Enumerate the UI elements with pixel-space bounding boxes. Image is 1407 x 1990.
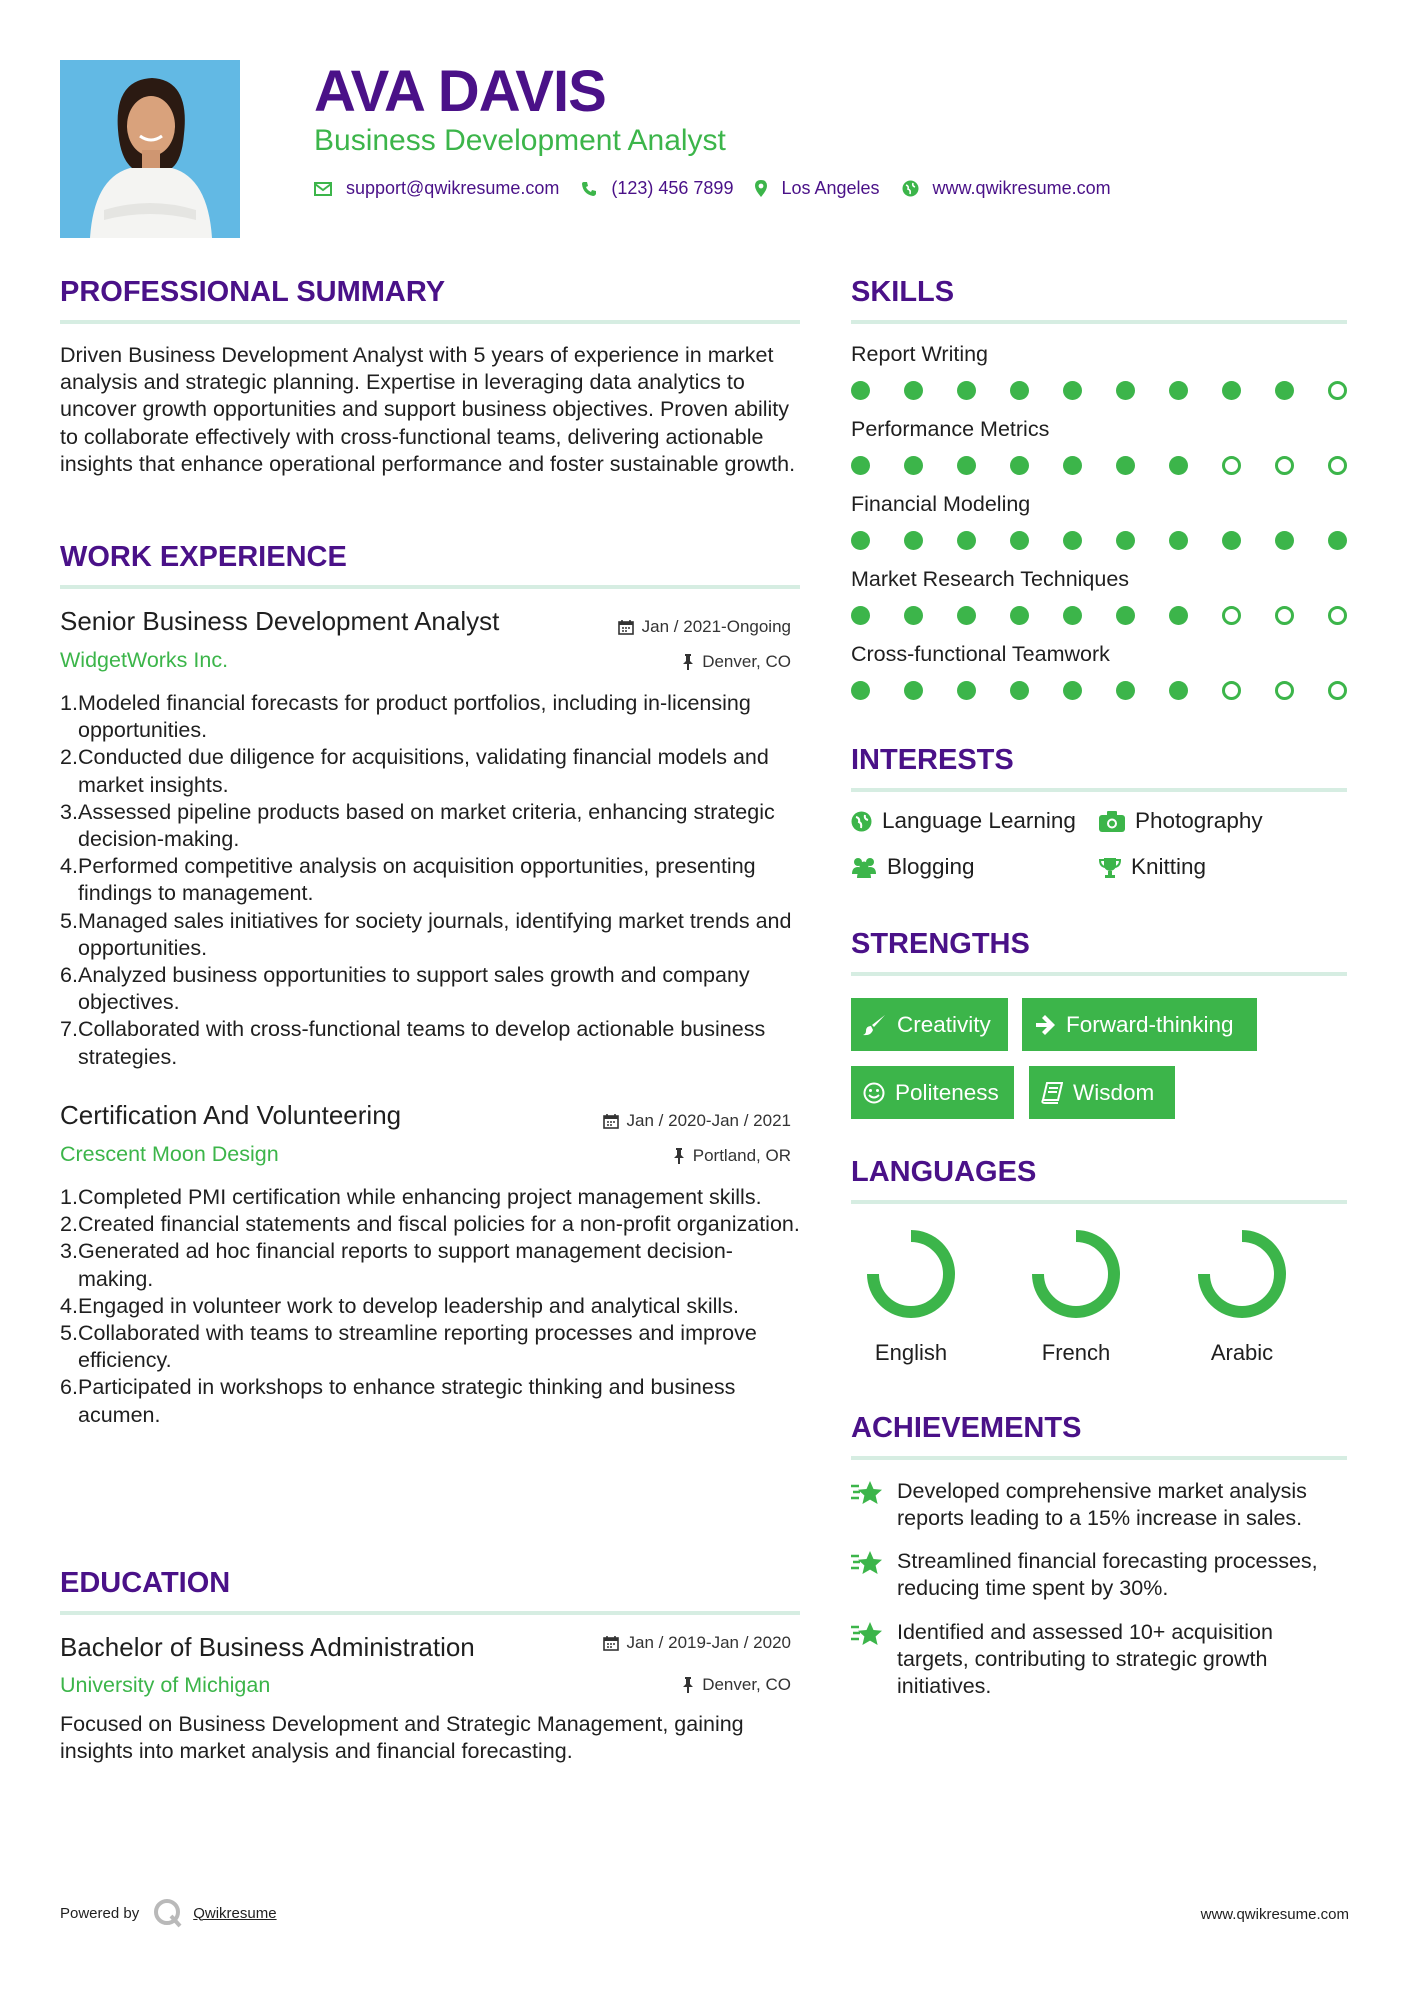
- strength-label: Wisdom: [1073, 1079, 1155, 1105]
- language-name: French: [1041, 1340, 1111, 1365]
- list-item: 3. Assessed pipeline products based on market criteria, enhancing strategic decision-making.: [60, 799, 800, 853]
- interest-label: Language Learning: [882, 808, 1076, 833]
- avatar-illustration: [60, 60, 240, 238]
- skill-dot-filled: [1063, 606, 1082, 625]
- interest-label: Knitting: [1131, 854, 1207, 879]
- skill-dot-filled: [851, 681, 870, 700]
- bullet-text: Analyzed business opportunities to support sales growth and company objectives.: [78, 963, 750, 1015]
- pin-icon: [682, 1677, 694, 1693]
- bullet-text: Generated ad hoc financial reports to support management decision-making.: [78, 1239, 733, 1291]
- bullet-text: Managed sales initiatives for society journals, identifying market trends and opportunities.: [78, 908, 792, 960]
- skill-dot-filled: [1275, 531, 1294, 550]
- experience-divider: [60, 585, 800, 589]
- language-progress-ring: [861, 1224, 961, 1324]
- skill-dot-empty: [1222, 681, 1241, 700]
- skill-dot-filled: [1328, 531, 1347, 550]
- job-bullets: [60, 1184, 800, 1429]
- website-text: www.qwikresume.com: [932, 178, 1111, 198]
- skill-dot-filled: [1010, 456, 1029, 475]
- language-progress-ring: [1192, 1224, 1292, 1324]
- achievement-item: [851, 1478, 1347, 1532]
- contact-email[interactable]: [314, 178, 559, 199]
- skill-dot-filled: [851, 456, 870, 475]
- strength-badge: [1029, 1066, 1175, 1119]
- languages-heading: LANGUAGES: [851, 1156, 1037, 1188]
- skill-dot-filled: [957, 531, 976, 550]
- skill-dot-filled: [904, 531, 923, 550]
- brand-link[interactable]: Qwikresume: [193, 1904, 277, 1922]
- strengths-divider: [851, 972, 1347, 976]
- contact-bar: [314, 178, 1133, 199]
- bullet-text: Assessed pipeline products based on market criteria, enhancing strategic decision-making.: [78, 799, 775, 852]
- skill-dot-filled: [1169, 531, 1188, 550]
- skill-dot-empty: [1328, 456, 1347, 475]
- achievement-text: Developed comprehensive market analysis reports leading to a 15% increase in sales.: [897, 1479, 1307, 1531]
- education-divider: [60, 1611, 800, 1615]
- skill-dot-filled: [1116, 381, 1135, 400]
- languages-divider: [851, 1200, 1347, 1204]
- trophy-icon: [1099, 857, 1121, 878]
- skill-dot-filled: [1063, 681, 1082, 700]
- strengths-heading: STRENGTHS: [851, 928, 1030, 960]
- strength-label: Politeness: [895, 1079, 999, 1105]
- star-icon: [851, 1480, 883, 1506]
- bullet-text: Collaborated with cross-functional teams to develop actionable business strategies.: [78, 1017, 766, 1069]
- skill-dot-empty: [1222, 456, 1241, 475]
- interest-item: [1099, 854, 1206, 880]
- footer-powered-by: [60, 1898, 277, 1928]
- skill-dot-filled: [1010, 381, 1029, 400]
- skill-dot-filled: [851, 606, 870, 625]
- education-dates: [603, 1633, 791, 1653]
- skill-dot-filled: [1063, 456, 1082, 475]
- achievement-text: Streamlined financial forecasting processes, reducing time spent by 30%.: [897, 1549, 1318, 1601]
- skill-dot-filled: [1116, 606, 1135, 625]
- profile-photo: [60, 60, 240, 238]
- education-description: Focused on Business Development and Strategic Management, gaining insights into market analysis and financial forecasting.: [60, 1712, 744, 1764]
- skill-dot-filled: [851, 381, 870, 400]
- skill-dot-empty: [1275, 681, 1294, 700]
- job-bullets: [60, 690, 800, 1071]
- location-text: Los Angeles: [781, 178, 880, 198]
- skill-dot-filled: [1116, 531, 1135, 550]
- summary-divider: [60, 320, 800, 324]
- bullet-text: Collaborated with teams to streamline reporting processes and improve efficiency.: [78, 1321, 757, 1373]
- skill-dot-filled: [957, 456, 976, 475]
- interest-label: Blogging: [887, 854, 975, 879]
- bullet-text: Conducted due diligence for acquisitions, validating financial models and market insights.: [78, 745, 769, 797]
- pin-icon: [673, 1148, 685, 1164]
- skill-name: Cross-functional Teamwork: [851, 642, 1110, 666]
- skill-dot-filled: [957, 606, 976, 625]
- envelope-icon: [314, 182, 332, 196]
- skill-dot-empty: [1328, 681, 1347, 700]
- achievement-text: Identified and assessed 10+ acquisition targets, contributing to strategic growth initiatives.: [897, 1620, 1273, 1699]
- list-item: 1. Completed PMI certification while enhancing project management skills.: [60, 1184, 800, 1211]
- calendar-icon: [618, 619, 634, 635]
- job-location-text: Denver, CO: [702, 652, 791, 671]
- job-dates-text: Jan / 2021-Ongoing: [641, 617, 791, 636]
- list-item: 7. Collaborated with cross-functional teams to develop actionable business strategies.: [60, 1016, 800, 1070]
- users-icon: [851, 857, 877, 878]
- company-name: Crescent Moon Design: [60, 1142, 279, 1166]
- bullet-text: Modeled financial forecasts for product portfolios, including in-licensing opportunities.: [78, 691, 751, 743]
- skill-name: Market Research Techniques: [851, 567, 1130, 591]
- company-name: WidgetWorks Inc.: [60, 648, 229, 672]
- skill-dot-filled: [904, 681, 923, 700]
- language-item: [1016, 1224, 1136, 1366]
- job-dates: [603, 1111, 791, 1131]
- skill-dot-filled: [957, 381, 976, 400]
- list-item: 5. Managed sales initiatives for society journals, identifying market trends and opportunities.: [60, 908, 800, 962]
- job-title: Senior Business Development Analyst: [60, 606, 500, 636]
- achievement-item: [851, 1619, 1347, 1701]
- strength-label: Creativity: [897, 1011, 991, 1037]
- bullet-text: Performed competitive analysis on acquisition opportunities, presenting findings to management.: [78, 854, 756, 906]
- experience-heading: WORK EXPERIENCE: [60, 541, 347, 573]
- interests-heading: INTERESTS: [851, 744, 1014, 776]
- skill-rating: [851, 456, 1347, 476]
- skill-dot-filled: [1010, 606, 1029, 625]
- strength-badge: [851, 998, 1008, 1051]
- calendar-icon: [603, 1635, 619, 1651]
- education-location-text: Denver, CO: [702, 1675, 791, 1694]
- strength-label: Forward-thinking: [1066, 1011, 1234, 1037]
- phone-text: (123) 456 7899: [611, 178, 734, 198]
- achievement-item: [851, 1548, 1347, 1602]
- skill-dot-filled: [1010, 681, 1029, 700]
- achievements-divider: [851, 1456, 1347, 1460]
- list-item: 4. Engaged in volunteer work to develop leadership and analytical skills.: [60, 1293, 800, 1320]
- language-name: Arabic: [1210, 1340, 1274, 1365]
- email-text: support@qwikresume.com: [346, 178, 560, 198]
- summary-text: Driven Business Development Analyst with 5 years of experience in market analysis and strategic planning. Expertise in leveraging data analytics to uncover growth opportunities and support business objectives. Proven ability to collaborate effectively with cross-functional teams, delivering actionable insights that enhance operational performance and foster sustainable growth.: [60, 343, 796, 476]
- skill-name: Report Writing: [851, 342, 989, 366]
- bullet-text: Participated in workshops to enhance strategic thinking and business acumen.: [78, 1375, 736, 1427]
- skill-dot-filled: [957, 681, 976, 700]
- skill-dot-filled: [1010, 531, 1029, 550]
- star-icon: [851, 1621, 883, 1647]
- skills-heading: SKILLS: [851, 276, 955, 308]
- summary-heading: PROFESSIONAL SUMMARY: [60, 276, 446, 308]
- skill-dot-empty: [1328, 381, 1347, 400]
- achievements-heading: ACHIEVEMENTS: [851, 1412, 1082, 1444]
- phone-icon: [581, 181, 597, 197]
- powered-by-label: Powered by: [60, 1904, 140, 1922]
- skill-dot-filled: [904, 456, 923, 475]
- education-heading: EDUCATION: [60, 1567, 231, 1599]
- language-ring-arc: [1038, 1236, 1114, 1312]
- bullet-text: Completed PMI certification while enhancing project management skills.: [78, 1185, 762, 1209]
- arrow-right-icon: [1034, 1015, 1056, 1035]
- skill-dot-empty: [1328, 606, 1347, 625]
- interest-label: Photography: [1135, 808, 1263, 833]
- list-item: 5. Collaborated with teams to streamline reporting processes and improve efficiency.: [60, 1320, 800, 1374]
- degree-title: Bachelor of Business Administration: [60, 1632, 475, 1662]
- skill-dot-filled: [1063, 381, 1082, 400]
- skill-rating: [851, 381, 1347, 401]
- smile-icon: [863, 1082, 885, 1104]
- job-dates-text: Jan / 2020-Jan / 2021: [626, 1111, 791, 1130]
- footer-website[interactable]: www.qwikresume.com: [1200, 1906, 1349, 1923]
- education-dates-text: Jan / 2019-Jan / 2020: [626, 1633, 791, 1652]
- skill-dot-filled: [1169, 606, 1188, 625]
- globe-icon: [902, 180, 919, 197]
- skill-rating: [851, 531, 1347, 551]
- skills-divider: [851, 320, 1347, 324]
- education-location: [682, 1675, 791, 1695]
- skill-name: Financial Modeling: [851, 492, 1031, 516]
- list-item: 6. Participated in workshops to enhance strategic thinking and business acumen.: [60, 1374, 800, 1428]
- skill-dot-filled: [1275, 381, 1294, 400]
- map-marker-icon: [755, 180, 767, 197]
- job-location-text: Portland, OR: [692, 1146, 791, 1165]
- contact-website[interactable]: [902, 178, 1111, 199]
- bullet-text: Engaged in volunteer work to develop leadership and analytical skills.: [78, 1293, 739, 1318]
- skill-name: Performance Metrics: [851, 417, 1050, 441]
- skill-rating: [851, 681, 1347, 701]
- skill-dot-filled: [1116, 456, 1135, 475]
- list-item: 2. Conducted due diligence for acquisitions, validating financial models and market insights.: [60, 744, 800, 798]
- skill-dot-filled: [904, 606, 923, 625]
- skill-dot-filled: [904, 381, 923, 400]
- calendar-icon: [603, 1113, 619, 1129]
- skill-dot-filled: [1169, 381, 1188, 400]
- candidate-title: Business Development Analyst: [314, 124, 726, 157]
- skill-dot-filled: [1169, 456, 1188, 475]
- skill-dot-filled: [851, 531, 870, 550]
- list-item: 1. Modeled financial forecasts for product portfolios, including in-licensing opportunities.: [60, 690, 800, 744]
- book-icon: [1041, 1082, 1063, 1104]
- strength-badge: [1022, 998, 1257, 1051]
- strength-badge: [851, 1066, 1014, 1119]
- contact-phone[interactable]: [581, 178, 733, 199]
- skill-dot-empty: [1275, 606, 1294, 625]
- list-item: 2. Created financial statements and fiscal policies for a non-profit organization.: [60, 1211, 800, 1238]
- list-item: 3. Generated ad hoc financial reports to support management decision-making.: [60, 1238, 800, 1292]
- language-ring-arc: [1204, 1236, 1280, 1312]
- list-item: 6. Analyzed business opportunities to support sales growth and company objectives.: [60, 962, 800, 1016]
- interest-item: [851, 808, 1076, 834]
- skill-dot-empty: [1275, 456, 1294, 475]
- language-progress-ring: [1026, 1224, 1126, 1324]
- job-title: Certification And Volunteering: [60, 1100, 402, 1130]
- candidate-name: AVA DAVIS: [314, 59, 606, 124]
- camera-icon: [1099, 811, 1125, 832]
- skill-dot-filled: [1222, 381, 1241, 400]
- skill-dot-empty: [1222, 606, 1241, 625]
- interest-item: [851, 854, 975, 880]
- job-location: [673, 1146, 791, 1166]
- paint-brush-icon: [863, 1014, 887, 1036]
- qwikresume-logo-icon: [153, 1898, 183, 1928]
- skill-dot-filled: [1169, 681, 1188, 700]
- globe-icon: [851, 811, 872, 832]
- language-item: [1182, 1224, 1302, 1366]
- list-item: 4. Performed competitive analysis on acquisition opportunities, presenting findings to management.: [60, 853, 800, 907]
- skill-dot-filled: [1116, 681, 1135, 700]
- job-location: [682, 652, 791, 672]
- interest-item: [1099, 808, 1263, 834]
- interests-divider: [851, 788, 1347, 792]
- skill-dot-filled: [1222, 531, 1241, 550]
- school-name: University of Michigan: [60, 1673, 271, 1697]
- contact-location: [755, 178, 879, 199]
- language-ring-arc: [873, 1236, 949, 1312]
- language-item: [851, 1224, 971, 1366]
- skill-rating: [851, 606, 1347, 626]
- bullet-text: Created financial statements and fiscal policies for a non-profit organization.: [78, 1212, 800, 1237]
- job-dates: [618, 617, 791, 637]
- star-icon: [851, 1550, 883, 1576]
- language-name: English: [874, 1340, 948, 1365]
- skill-dot-filled: [1063, 531, 1082, 550]
- pin-icon: [682, 654, 694, 670]
